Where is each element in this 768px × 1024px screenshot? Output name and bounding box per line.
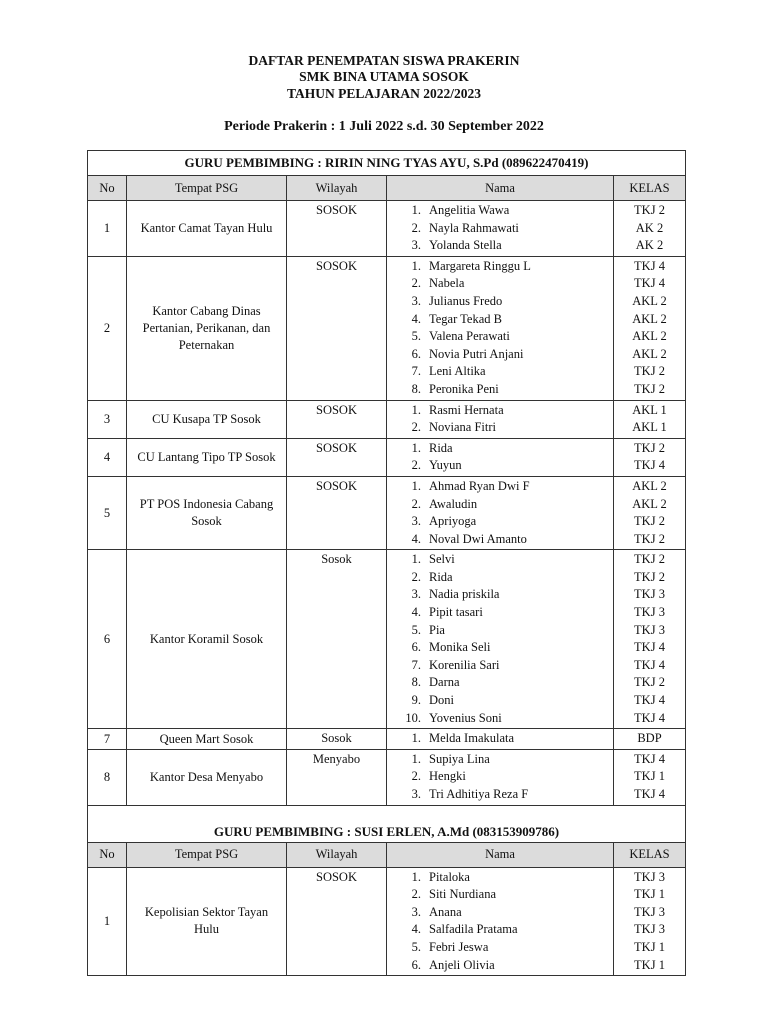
student-name-item: [387, 904, 613, 922]
guru-row: [88, 805, 686, 842]
student-class: BDP: [637, 731, 662, 746]
student-name-item: [387, 692, 613, 710]
wilayah: Sosok: [287, 729, 387, 750]
tempat-psg: CU Lantang Tipo TP Sosok: [127, 438, 287, 476]
title-line-2: SMK BINA UTAMA SOSOK: [299, 69, 469, 84]
student-name-item: [387, 402, 613, 420]
table-row: [88, 729, 686, 750]
student-number: 1.: [411, 751, 421, 766]
row-number: 1: [88, 201, 127, 257]
student-class: AK 2: [635, 220, 664, 235]
student-name-item: [387, 957, 613, 975]
student-number: 3.: [411, 787, 421, 801]
periode-prakerin: Periode Prakerin : 1 Juli 2022 s.d. 30 September 2022: [224, 119, 544, 134]
student-name-item: [387, 419, 613, 437]
student-number: 5.: [411, 329, 421, 344]
student-name-item: [387, 869, 613, 887]
col-header-nama: Nama: [387, 842, 614, 867]
student-class: AKL 2: [632, 329, 667, 344]
student-classes: [614, 256, 686, 400]
student-number: 2.: [411, 420, 421, 435]
table-row: [88, 867, 686, 976]
placement-table: [87, 150, 686, 976]
col-header-wilayah: Wilayah: [287, 842, 387, 867]
student-class: TKJ 1: [634, 887, 665, 902]
student-name-item: [387, 939, 613, 957]
wilayah: SOSOK: [287, 438, 387, 476]
student-class: TKJ 4: [634, 640, 665, 655]
student-number: 10.: [405, 710, 421, 725]
student-name-item: [387, 202, 613, 220]
student-number: 4.: [411, 605, 421, 620]
student-names: [387, 256, 614, 400]
student-number: 3.: [411, 514, 421, 529]
student-name-item: [387, 381, 613, 399]
wilayah: SOSOK: [287, 256, 387, 400]
student-names: [387, 729, 614, 750]
student-name-item: [387, 363, 613, 381]
student-name: Angelitia Wawa: [429, 203, 510, 217]
student-number: 1.: [411, 731, 421, 746]
student-number: 3.: [411, 904, 421, 919]
student-number: 7.: [411, 364, 421, 379]
student-name-item: [387, 346, 613, 364]
tempat-psg: Kepolisian Sektor Tayan Hulu: [127, 867, 287, 976]
student-class: AKL 2: [632, 346, 667, 361]
student-class: TKJ 1: [634, 769, 665, 784]
student-name-item: [387, 328, 613, 346]
student-number: 1.: [411, 402, 421, 417]
student-number: 2.: [411, 887, 421, 902]
student-number: 3.: [411, 293, 421, 308]
row-number: 5: [88, 476, 127, 549]
row-number: 2: [88, 256, 127, 400]
student-number: 3.: [411, 587, 421, 602]
student-name: Nayla Rahmawati: [429, 220, 519, 235]
table-row: [88, 256, 686, 400]
student-number: 9.: [411, 693, 421, 708]
col-header-nama: Nama: [387, 176, 614, 201]
guru-row: [88, 151, 686, 176]
tempat-psg: PT POS Indonesia Cabang Sosok: [127, 476, 287, 549]
student-class: TKJ 1: [634, 957, 665, 972]
row-number: 8: [88, 749, 127, 805]
row-number: 4: [88, 438, 127, 476]
student-classes: [614, 400, 686, 438]
student-class: TKJ 2: [634, 364, 665, 379]
student-name-item: [387, 657, 613, 675]
student-classes: [614, 438, 686, 476]
student-class: TKJ 2: [634, 514, 665, 529]
student-name: Nabela: [429, 276, 465, 291]
student-number: 7.: [411, 657, 421, 672]
student-class: TKJ 1: [634, 939, 665, 954]
student-name: Siti Nurdiana: [429, 887, 497, 902]
col-header-no: No: [88, 842, 127, 867]
wilayah: SOSOK: [287, 400, 387, 438]
student-name: Febri Jeswa: [429, 939, 489, 954]
table-row: [88, 749, 686, 805]
student-number: 1.: [411, 258, 421, 273]
row-number: 3: [88, 400, 127, 438]
student-name: Hengki: [429, 769, 466, 784]
student-class: AKL 2: [632, 478, 667, 493]
student-number: 1.: [411, 440, 421, 455]
student-name-item: [387, 569, 613, 587]
student-classes: [614, 201, 686, 257]
student-name-item: [387, 639, 613, 657]
col-header-kelas: KELAS: [614, 842, 686, 867]
col-header-kelas: KELAS: [614, 176, 686, 201]
student-name: Peronika Peni: [429, 381, 499, 396]
student-number: 6.: [411, 640, 421, 655]
student-number: 4.: [411, 531, 421, 546]
student-number: 1.: [411, 478, 421, 493]
student-class: AKL 2: [632, 496, 667, 511]
student-name-item: [387, 551, 613, 569]
table-row: [88, 201, 686, 257]
student-name: Salfadila Pratama: [429, 922, 518, 937]
student-number: 1.: [411, 552, 421, 567]
student-name-item: [387, 457, 613, 475]
student-name-item: [387, 478, 613, 496]
student-name: Selvi: [429, 552, 455, 567]
student-name-item: [387, 604, 613, 622]
column-header-row: [88, 842, 686, 867]
student-name: Melda Imakulata: [429, 731, 515, 746]
student-name-item: [387, 513, 613, 531]
col-header-no: No: [88, 176, 127, 201]
col-header-tempat: Tempat PSG: [127, 842, 287, 867]
student-class: TKJ 3: [634, 587, 665, 602]
student-class: TKJ 4: [634, 787, 665, 801]
column-header-row: [88, 176, 686, 201]
student-name-item: [387, 258, 613, 276]
student-name: Tegar Tekad B: [429, 311, 502, 326]
student-class: TKJ 3: [634, 622, 665, 637]
student-number: 2.: [411, 458, 421, 473]
student-names: [387, 476, 614, 549]
student-number: 2.: [411, 569, 421, 584]
student-class: AK 2: [635, 238, 664, 253]
student-name: Valena Perawati: [429, 329, 510, 344]
tempat-psg: Kantor Koramil Sosok: [127, 550, 287, 729]
student-name-item: [387, 275, 613, 293]
student-name: Ahmad Ryan Dwi F: [429, 478, 530, 493]
student-class: TKJ 2: [634, 440, 665, 455]
student-names: [387, 438, 614, 476]
student-classes: [614, 867, 686, 976]
student-class: TKJ 2: [634, 531, 665, 546]
student-number: 4.: [411, 311, 421, 326]
student-class: AKL 1: [632, 402, 667, 417]
col-header-tempat: Tempat PSG: [127, 176, 287, 201]
student-number: 2.: [411, 220, 421, 235]
student-name: Yuyun: [429, 458, 462, 473]
student-name: Rasmi Hernata: [429, 402, 504, 417]
tempat-psg: Kantor Camat Tayan Hulu: [127, 201, 287, 257]
tempat-psg: Kantor Cabang Dinas Pertanian, Perikanan, dan Peternakan: [127, 256, 287, 400]
student-name-item: [387, 496, 613, 514]
student-name-item: [387, 440, 613, 458]
student-name-item: [387, 220, 613, 238]
student-name: Apriyoga: [429, 514, 477, 529]
student-name: Anana: [429, 904, 462, 919]
student-name: Rida: [429, 569, 453, 584]
student-class: TKJ 2: [634, 569, 665, 584]
student-name: Tri Adhitiya Reza F: [429, 787, 529, 801]
student-name-item: [387, 710, 613, 728]
student-number: 1.: [411, 869, 421, 884]
student-class: AKL 1: [632, 420, 667, 435]
student-names: [387, 867, 614, 976]
wilayah: SOSOK: [287, 201, 387, 257]
tempat-psg: Kantor Desa Menyabo: [127, 749, 287, 805]
wilayah: SOSOK: [287, 867, 387, 976]
student-class: TKJ 3: [634, 605, 665, 620]
student-class: TKJ 4: [634, 751, 665, 766]
student-name-item: [387, 674, 613, 692]
table-row: [88, 550, 686, 729]
student-class: TKJ 2: [634, 675, 665, 690]
student-name: Monika Seli: [429, 640, 491, 655]
student-name: Doni: [429, 693, 454, 708]
student-names: [387, 201, 614, 257]
student-name: Darna: [429, 675, 460, 690]
student-name: Supiya Lina: [429, 751, 490, 766]
student-name-item: [387, 531, 613, 549]
student-name-item: [387, 730, 613, 748]
table-row: [88, 438, 686, 476]
student-number: 8.: [411, 675, 421, 690]
row-number: 6: [88, 550, 127, 729]
table-row: [88, 400, 686, 438]
student-name-item: [387, 768, 613, 786]
student-number: 4.: [411, 922, 421, 937]
student-number: 2.: [411, 769, 421, 784]
student-class: TKJ 4: [634, 693, 665, 708]
student-class: TKJ 3: [634, 869, 665, 884]
student-classes: [614, 729, 686, 750]
student-name: Pia: [429, 622, 445, 637]
student-class: AKL 2: [632, 311, 667, 326]
student-classes: [614, 476, 686, 549]
student-names: [387, 550, 614, 729]
student-name-item: [387, 237, 613, 255]
table-row: [88, 476, 686, 549]
title-line-3: TAHUN PELAJARAN 2022/2023: [286, 86, 481, 101]
student-class: TKJ 2: [634, 381, 665, 396]
student-classes: [614, 749, 686, 805]
tempat-psg: CU Kusapa TP Sosok: [127, 400, 287, 438]
student-number: 1.: [411, 203, 421, 217]
student-name-item: [387, 921, 613, 939]
row-number: 1: [88, 867, 127, 976]
student-name: Julianus Fredo: [429, 293, 503, 308]
tempat-psg: Queen Mart Sosok: [127, 729, 287, 750]
student-name-item: [387, 886, 613, 904]
student-names: [387, 749, 614, 805]
student-class: TKJ 3: [634, 922, 665, 937]
student-name: Novia Putri Anjani: [429, 346, 524, 361]
student-class: TKJ 3: [634, 904, 665, 919]
student-class: AKL 2: [632, 293, 667, 308]
student-name-item: [387, 586, 613, 604]
student-number: 5.: [411, 622, 421, 637]
student-name: Margareta Ringgu L: [429, 258, 531, 273]
student-classes: [614, 550, 686, 729]
student-name: Noval Dwi Amanto: [429, 531, 527, 546]
student-name: Yolanda Stella: [429, 238, 502, 253]
student-name: Rida: [429, 440, 453, 455]
student-number: 3.: [411, 238, 421, 253]
student-name: Nadia priskila: [429, 587, 500, 602]
student-number: 5.: [411, 939, 421, 954]
student-name: Leni Altika: [429, 364, 486, 379]
student-class: TKJ 4: [634, 258, 665, 273]
wilayah: Sosok: [287, 550, 387, 729]
col-header-wilayah: Wilayah: [287, 176, 387, 201]
student-name-item: [387, 622, 613, 640]
student-name: Pipit tasari: [429, 605, 483, 620]
title-line-1: DAFTAR PENEMPATAN SISWA PRAKERIN: [248, 53, 520, 68]
student-name: Korenilia Sari: [429, 657, 500, 672]
student-class: TKJ 4: [634, 458, 665, 473]
student-name: Awaludin: [429, 496, 478, 511]
guru-pembimbing: GURU PEMBIMBING : RIRIN NING TYAS AYU, S.Pd (089622470419): [88, 151, 686, 176]
student-name: Anjeli Olivia: [429, 957, 495, 972]
student-class: TKJ 4: [634, 657, 665, 672]
row-number: 7: [88, 729, 127, 750]
student-number: 2.: [411, 496, 421, 511]
student-class: TKJ 4: [634, 276, 665, 291]
student-name: Noviana Fitri: [429, 420, 497, 435]
student-name-item: [387, 293, 613, 311]
student-number: 8.: [411, 381, 421, 396]
student-number: 6.: [411, 957, 421, 972]
student-number: 2.: [411, 276, 421, 291]
wilayah: Menyabo: [287, 749, 387, 805]
student-name-item: [387, 311, 613, 329]
student-name-item: [387, 751, 613, 769]
student-class: TKJ 2: [634, 203, 665, 217]
student-class: TKJ 2: [634, 552, 665, 567]
guru-pembimbing: GURU PEMBIMBING : SUSI ERLEN, A.Md (083153909786): [88, 805, 686, 842]
student-names: [387, 400, 614, 438]
wilayah: SOSOK: [287, 476, 387, 549]
student-class: TKJ 4: [634, 710, 665, 725]
student-name: Yovenius Soni: [429, 710, 502, 725]
student-number: 6.: [411, 346, 421, 361]
student-name-item: [387, 786, 613, 804]
student-name: Pitaloka: [429, 869, 470, 884]
